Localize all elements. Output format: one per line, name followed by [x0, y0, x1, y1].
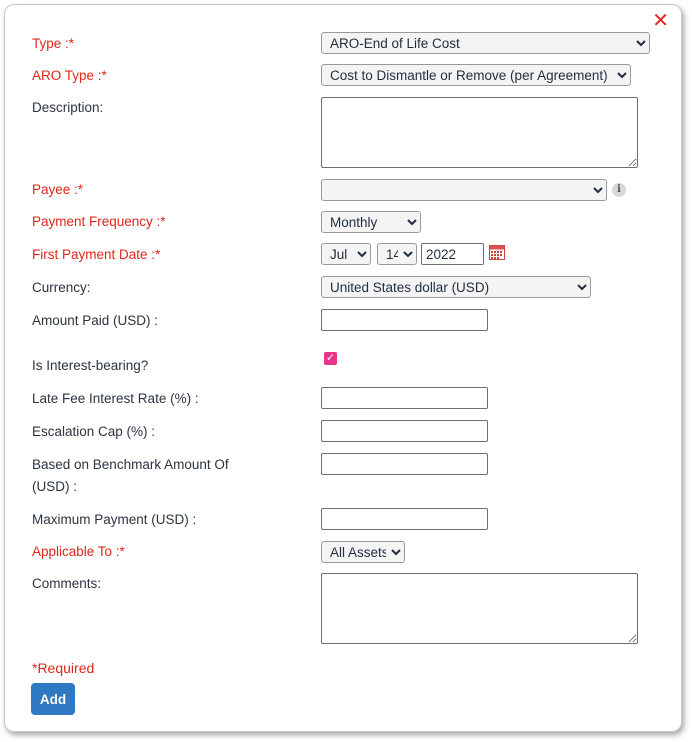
calendar-icon[interactable] — [489, 245, 505, 260]
description-textarea[interactable] — [321, 97, 638, 168]
payment-month-select[interactable] — [321, 243, 371, 265]
payee-label: Payee :* — [32, 182, 84, 197]
aro-type-select[interactable] — [321, 64, 631, 86]
benchmark-amount-label-line2: (USD) : — [32, 479, 77, 494]
required-note: *Required — [32, 660, 95, 676]
maximum-payment-input[interactable] — [321, 508, 488, 530]
aro-type-label: ARO Type :* — [32, 68, 107, 83]
amount-paid-label: Amount Paid (USD) : — [32, 313, 159, 328]
benchmark-amount-label-line1: Based on Benchmark Amount Of — [32, 457, 229, 472]
add-button[interactable]: Add — [31, 683, 75, 715]
interest-bearing-checkbox[interactable]: ✓ — [325, 352, 336, 364]
asset-obligation-dialog — [4, 4, 682, 732]
payment-year-input[interactable] — [421, 243, 484, 265]
late-fee-rate-label: Late Fee Interest Rate (%) : — [32, 391, 199, 406]
first-payment-date-label: First Payment Date :* — [32, 247, 161, 262]
amount-paid-input[interactable] — [321, 309, 488, 331]
description-label: Description: — [32, 100, 104, 115]
interest-bearing-label: Is Interest-bearing? — [32, 358, 149, 373]
comments-label: Comments: — [32, 576, 102, 591]
type-select[interactable] — [321, 32, 650, 54]
maximum-payment-label: Maximum Payment (USD) : — [32, 512, 197, 527]
escalation-cap-label: Escalation Cap (%) : — [32, 424, 156, 439]
late-fee-rate-input[interactable] — [321, 387, 488, 409]
currency-select[interactable] — [321, 276, 591, 298]
close-icon[interactable]: ✕ — [652, 10, 669, 32]
payment-frequency-label: Payment Frequency :* — [32, 214, 166, 229]
escalation-cap-input[interactable] — [321, 420, 488, 442]
payment-frequency-select[interactable] — [321, 211, 421, 233]
info-icon[interactable]: i — [612, 183, 626, 197]
comments-textarea[interactable] — [321, 573, 638, 644]
benchmark-amount-input[interactable] — [321, 453, 488, 475]
currency-label: Currency: — [32, 280, 91, 295]
applicable-to-select[interactable] — [321, 541, 405, 563]
applicable-to-label: Applicable To :* — [32, 544, 125, 559]
type-label: Type :* — [32, 36, 75, 51]
payee-select[interactable] — [321, 179, 607, 201]
payment-day-select[interactable] — [377, 243, 417, 265]
